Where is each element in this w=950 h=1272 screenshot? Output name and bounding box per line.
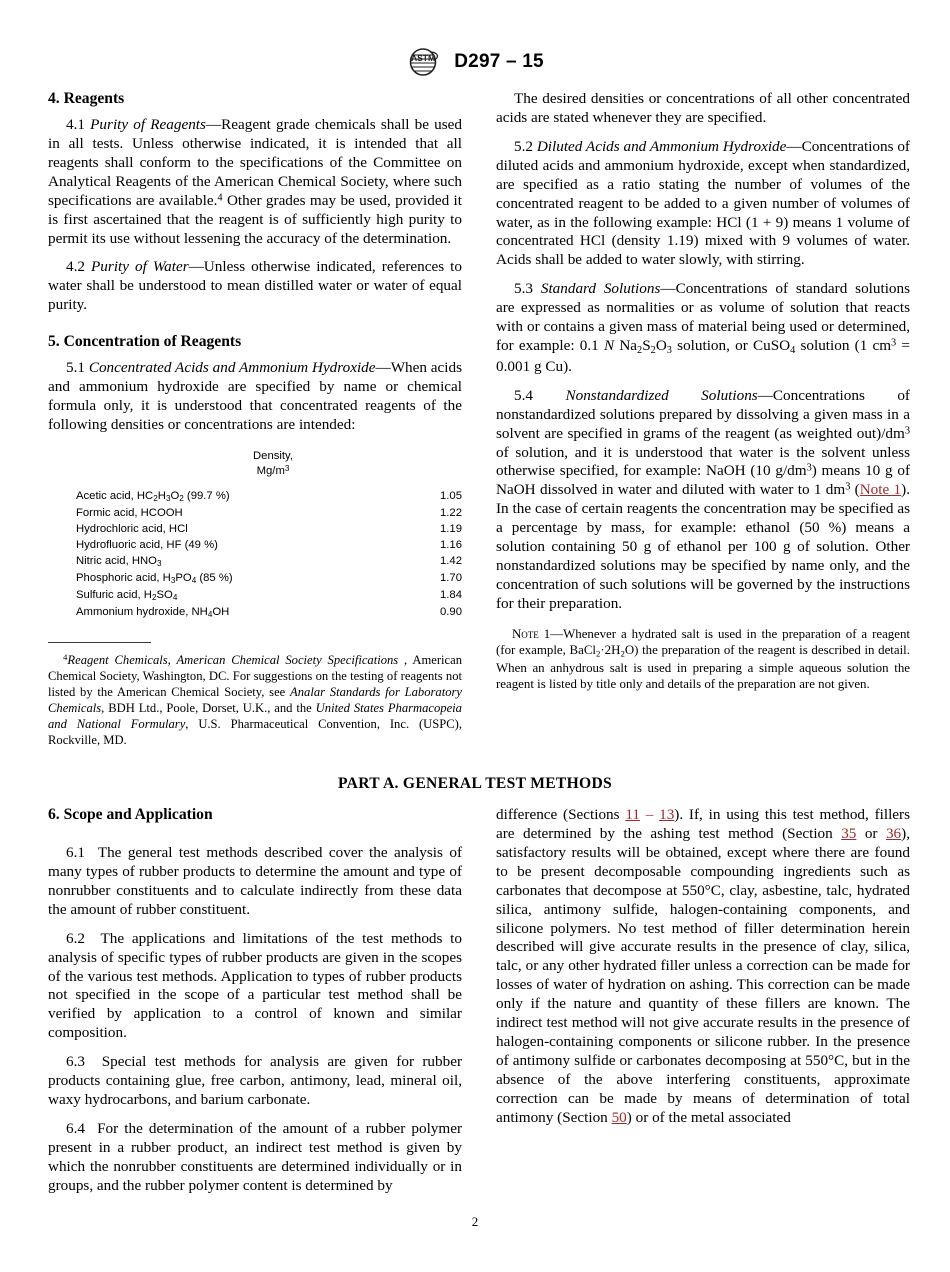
- density-value: 1.19: [440, 522, 462, 535]
- table-row: [48, 505, 462, 521]
- table-row: [48, 488, 462, 505]
- density-value: 0.90: [440, 605, 462, 618]
- upper-columns: [48, 90, 910, 749]
- density-header-line-1: Density,: [253, 449, 293, 462]
- reagent-name: Sulfuric acid, $H_2SO_4$: [76, 588, 178, 602]
- cont-text-c: or: [856, 824, 886, 842]
- footnote-number: 4: [63, 652, 68, 663]
- reagent-name: Phosphoric acid, $H_3PO_4$ (85 %): [76, 572, 233, 586]
- lower-left-column: [48, 806, 462, 1206]
- document-designation: D297 – 15: [454, 51, 544, 72]
- part-a-heading: PART A. GENERAL TEST METHODS: [337, 775, 613, 792]
- link-note-1[interactable]: Note 1: [859, 481, 902, 499]
- page-header: [0, 48, 950, 76]
- normality-symbol: N: [603, 337, 615, 355]
- link-dash: –: [639, 806, 660, 823]
- table-row: [48, 587, 462, 604]
- note-text-c: O) the preparation of the reagent is described in detail. When an anhydrous salt is used in preparing a simple aqueous solution the reagent is listed by title only and details of the preparation are not given.: [496, 643, 910, 691]
- clause-text-6-4: For the determination of the amount of a rubber polymer present in a rubber product, an indirect test method is given by which the nonrubber constituents are determined individually or in groups, and the rubber polymer content is determined by: [48, 1119, 463, 1194]
- cont-text-e: ) or of the metal associated: [626, 1108, 791, 1126]
- density-unit-exponent: 3: [284, 463, 290, 473]
- paragraph-6-4: [48, 1120, 462, 1196]
- table-row: [48, 553, 462, 570]
- cont-text-a: difference (Sections: [496, 806, 626, 823]
- reagent-name: Hydrochloric acid, HCl: [76, 522, 188, 535]
- note-number: 1—: [538, 626, 564, 641]
- density-table-header: [84, 449, 462, 479]
- clause-text-4-2: —Unless otherwise indicated, references to water shall be understood to mean distilled water or water of equal purity.: [48, 258, 462, 314]
- paragraph-5-3: 5.3 Standard Solutions—Concentrations of standard solutions are expressed as normalities or as volume of solution that reacts with or contains a given mass of material being used or determined, for example: 0.1 N $Na_2S_2O_3$ solution, or CuSO$_4$ solution (1 $cm^3 = 0.001$ g Cu).: [496, 280, 911, 375]
- reagent-name: Ammonium hydroxide, $NH_4OH$: [76, 605, 230, 619]
- paragraph-6-1: [48, 844, 462, 920]
- clause-number-5-1: 5.1: [66, 359, 85, 377]
- paragraph-4-1: [48, 116, 462, 248]
- clause-text-5-4c: ) means 10 g of NaOH dissolved in water and diluted with water to 1 dm: [496, 462, 910, 499]
- paragraph-4-2: [48, 258, 462, 315]
- clause-number-5-2: 5.2: [514, 137, 533, 155]
- clause-text-4-1a: —Reagent grade chemicals shall be used in all tests. Unless otherwise indicated, it is intended that all reagents shall conform to the specifications of the Committee on Analytical Reagents of the American Chemical Society, where such specifications are available.: [48, 116, 463, 209]
- clause-text-5-3d: = 0.001 g Cu).: [496, 337, 910, 375]
- density-value: 1.70: [440, 572, 462, 585]
- lower-right-column: [496, 806, 910, 1138]
- clause-text-5-4b: of solution, and it is understood that water is the solvent unless otherwise specified, for example: NaOH (10 g/dm: [496, 443, 910, 480]
- clause-text-5-3a: —Concentrations of standard solutions are expressed as normalities or as volume of solution that reacts with or contains a given mass of material being used or determined, for example: 0.1: [496, 280, 911, 355]
- svg-text:ASTM: ASTM: [411, 53, 436, 63]
- page-number: 2: [471, 1214, 479, 1229]
- table-row: [48, 537, 462, 553]
- clause-number-5-4: 5.4: [514, 386, 533, 404]
- upper-left-column: [48, 90, 462, 749]
- table-row: [48, 521, 462, 537]
- clause-text-5-3c: solution (1 cm: [795, 337, 892, 355]
- reagent-name: Nitric acid, $HNO_3$: [76, 555, 162, 569]
- link-section-35[interactable]: 35: [841, 824, 857, 842]
- upper-right-column: [496, 90, 910, 692]
- paragraph-5-4: 5.4 Nonstandardized Solutions—Concentrations of nonstandardized solutions prepared by dissolving a given mass in a solvent are specified in grams of the reagent (as weighted $out)/dm^3$ of solution, and it is understood that water is the solvent unless otherwise specified, for example: NaOH (10 $g/dm^3$) means 10 g of NaOH dissolved in water and diluted with water to 1 $dm^3$ (Note 1). In the case of certain reagents the concentration may be specified as a percentage by mass, for example: ethanol (50 %) means a solution containing 50 g of ethanol per 100 g of solution. Other nonstandardized solutions may be specified by name only, and the concentration of such solutions will be governed by the instructions for their preparation.: [496, 386, 910, 612]
- clause-text-6-1: The general test methods described cover the analysis of many types of rubber products to determine the amount and type of nonrubber constituents and to calculate indirectly from these data the amount of rubber constituent.: [48, 844, 462, 918]
- note-label: Note: [512, 626, 539, 641]
- section-heading-5: 5. Concentration of Reagents: [48, 333, 242, 351]
- link-section-13[interactable]: 13: [659, 806, 675, 823]
- clause-text-4-1b: Other grades may be used, provided it is first ascertained that the reagent is of sufficiently high purity to permit its use without lessening the accuracy of the determination.: [48, 191, 462, 247]
- table-row: [48, 570, 462, 587]
- clause-text-5-2: —Concentrations of diluted acids and ammonium hydroxide, except when standardized, are specified as a ratio stating the number of volumes of the concentrated reagent to be added to a given number of volumes of water, as in the following example: HCl (1 + 9) means 1 volume of concentrated HCl (density 1.19) mixed with 9 volumes of water. Acids shall be added to water slowly, with stirring.: [496, 137, 910, 269]
- footnote-4: [48, 652, 462, 749]
- clause-text-5-1: —When acids and ammonium hydroxide are specified by name or chemical formula only, it is understood that concentrated reagents of the following densities or concentrations are intended:: [48, 359, 463, 433]
- paragraph-6-4-continued: [496, 806, 910, 1128]
- astm-logo-icon: [406, 48, 440, 76]
- clause-title-5-2: Diluted Acids and Ammonium Hydroxide: [536, 137, 787, 155]
- clause-number-4-1: 4.1: [66, 116, 85, 133]
- section-heading-4: 4. Reagents: [48, 90, 125, 107]
- section-heading-6: 6. Scope and Application: [48, 806, 213, 823]
- lower-columns: [48, 806, 910, 1206]
- density-value: 1.22: [440, 506, 462, 519]
- paragraph-5-2: [496, 138, 910, 270]
- clause-title-4-1: Purity of Reagents: [90, 116, 206, 133]
- clause-text-5-4a: —Concentrations of nonstandardized solutions prepared by dissolving a given mass in a solvent are specified in grams of the reagent (as weighted out)/dm: [496, 386, 910, 442]
- clause-text-6-3: Special test methods for analysis are given for rubber products containing glue, free carbon, antimony, lead, mineral oil, waxy hydrocarbons, and barium carbonate.: [48, 1053, 462, 1109]
- density-value: 1.42: [440, 555, 462, 568]
- footnote-text-3: , U.S. Pharmaceutical Convention, Inc. (USPC), Rockville, MD.: [48, 717, 462, 748]
- cont-text-b: ). If, in using this test method, fillers are determined by the ashing test method (Section: [496, 806, 910, 842]
- footnote-marker-4: 4: [217, 192, 223, 204]
- density-unit-prefix: Mg/m: [256, 464, 285, 477]
- footnote-title-1: Reagent Chemicals, American Chemical Society Specifications: [67, 653, 399, 668]
- density-value: 1.16: [440, 539, 462, 552]
- note-text-b: ·2H: [600, 643, 621, 658]
- paragraph-6-3: [48, 1053, 462, 1110]
- clause-title-5-3: Standard Solutions: [540, 280, 661, 298]
- note-1: Note 1—Whenever a hydrated salt is used in the preparation of a reagent (for example, $BaCl_2\cdot 2H_2O$) the preparation of the reagent is described in detail. When an anhydrous salt is used in preparing a simple aqueous solution the reagent is listed by title only and details of the preparation are not given.: [496, 626, 910, 691]
- reagent-name: Acetic acid, $HC_2H_3O_2$ (99.7 %): [76, 489, 230, 503]
- density-table-rows: [48, 488, 462, 621]
- footnote-text-1: , American Chemical Society, Washington, DC. For suggestions on the testing of reagents not listed by the American Chemical Society, see: [48, 653, 463, 700]
- footnote-title-3: United States Pharmacopeia and National Formulary: [48, 701, 462, 732]
- clause-number-5-3: 5.3: [514, 280, 533, 298]
- clause-number-6-4: 6.4: [66, 1119, 85, 1137]
- density-table: [48, 449, 462, 620]
- paragraph-5-1: [48, 359, 462, 435]
- footnote-title-2: Analar Standards for Laboratory Chemicals: [48, 685, 463, 716]
- paragraph-right-intro: The desired densities or concentrations of all other concentrated acids are stated whenever they are specified.: [496, 90, 910, 126]
- link-section-36[interactable]: 36: [885, 824, 902, 842]
- density-value: 1.84: [440, 588, 462, 601]
- paragraph-6-2: [48, 930, 462, 1044]
- reagent-name: Formic acid, HCOOH: [76, 506, 183, 519]
- clause-text-5-4d: . In the case of certain reagents the concentration may be specified as a percentage by mass, for example: ethanol (50 %) means a solution containing 50 g of ethanol per 100 g of solution. Other nonstandardized solutions may be specified by name only, and the concentration of such solutions will be governed by the instructions for their preparation.: [496, 481, 910, 612]
- link-section-11[interactable]: 11: [625, 806, 640, 823]
- footnote-divider: [48, 642, 151, 643]
- link-section-50[interactable]: 50: [611, 1108, 627, 1126]
- footnote-text-2: , BDH Ltd., Poole, Dorset, U.K., and the: [101, 701, 316, 716]
- density-header-line-2: [84, 464, 462, 479]
- cont-text-d: ), satisfactory results will be obtained, except where there are found to be present decomposable compounding ingredients such as carbonates that decompose at 550°C, clay, asbestine, talc, hydrated silica, antimony sulfide, halogen-containing components, and silicone polymers. No test method of filler determination herein described will give accurate results in the presence of clay, silica, talc, or any other hydrated filler unless a correction can be made for losses of water of hydration on ashing. This correction can be made only if the nature and quantity of these fillers are known. The indirect test method will not give accurate results in the presence of halogen-containing components or silicone rubber. In the presence of antimony sulfide or carbonates decomposing at 550°C, but in the absence of the above interfering constituents, approximate correction can be made by means of determination of total antimony (Section: [496, 824, 910, 1126]
- clause-number-6-2: 6.2: [66, 929, 85, 947]
- reagent-name: Hydrofluoric acid, HF (49 %): [76, 539, 218, 552]
- clause-text-5-3b: solution, or CuSO: [671, 337, 791, 355]
- table-row: [48, 604, 462, 621]
- clause-text-6-2: The applications and limitations of the test methods to analysis of specific types of rubber products are given in the scopes of the various test methods. Application to types of rubber products not specified in the scope of a particular test method shall be verified by application to a control of known and similar composition.: [48, 929, 462, 1042]
- note-text-a: Whenever a hydrated salt is used in the preparation of a reagent (for example, BaCl: [496, 626, 910, 658]
- density-value: 1.05: [440, 489, 462, 502]
- clause-number-4-2: 4.2: [66, 258, 85, 276]
- clause-title-5-4: Nonstandardized Solutions: [565, 386, 758, 404]
- clause-title-4-2: Purity of Water: [91, 258, 189, 276]
- clause-title-5-1: Concentrated Acids and Ammonium Hydroxide: [88, 359, 376, 377]
- clause-number-6-1: 6.1: [66, 844, 85, 861]
- clause-number-6-3: 6.3: [66, 1053, 85, 1071]
